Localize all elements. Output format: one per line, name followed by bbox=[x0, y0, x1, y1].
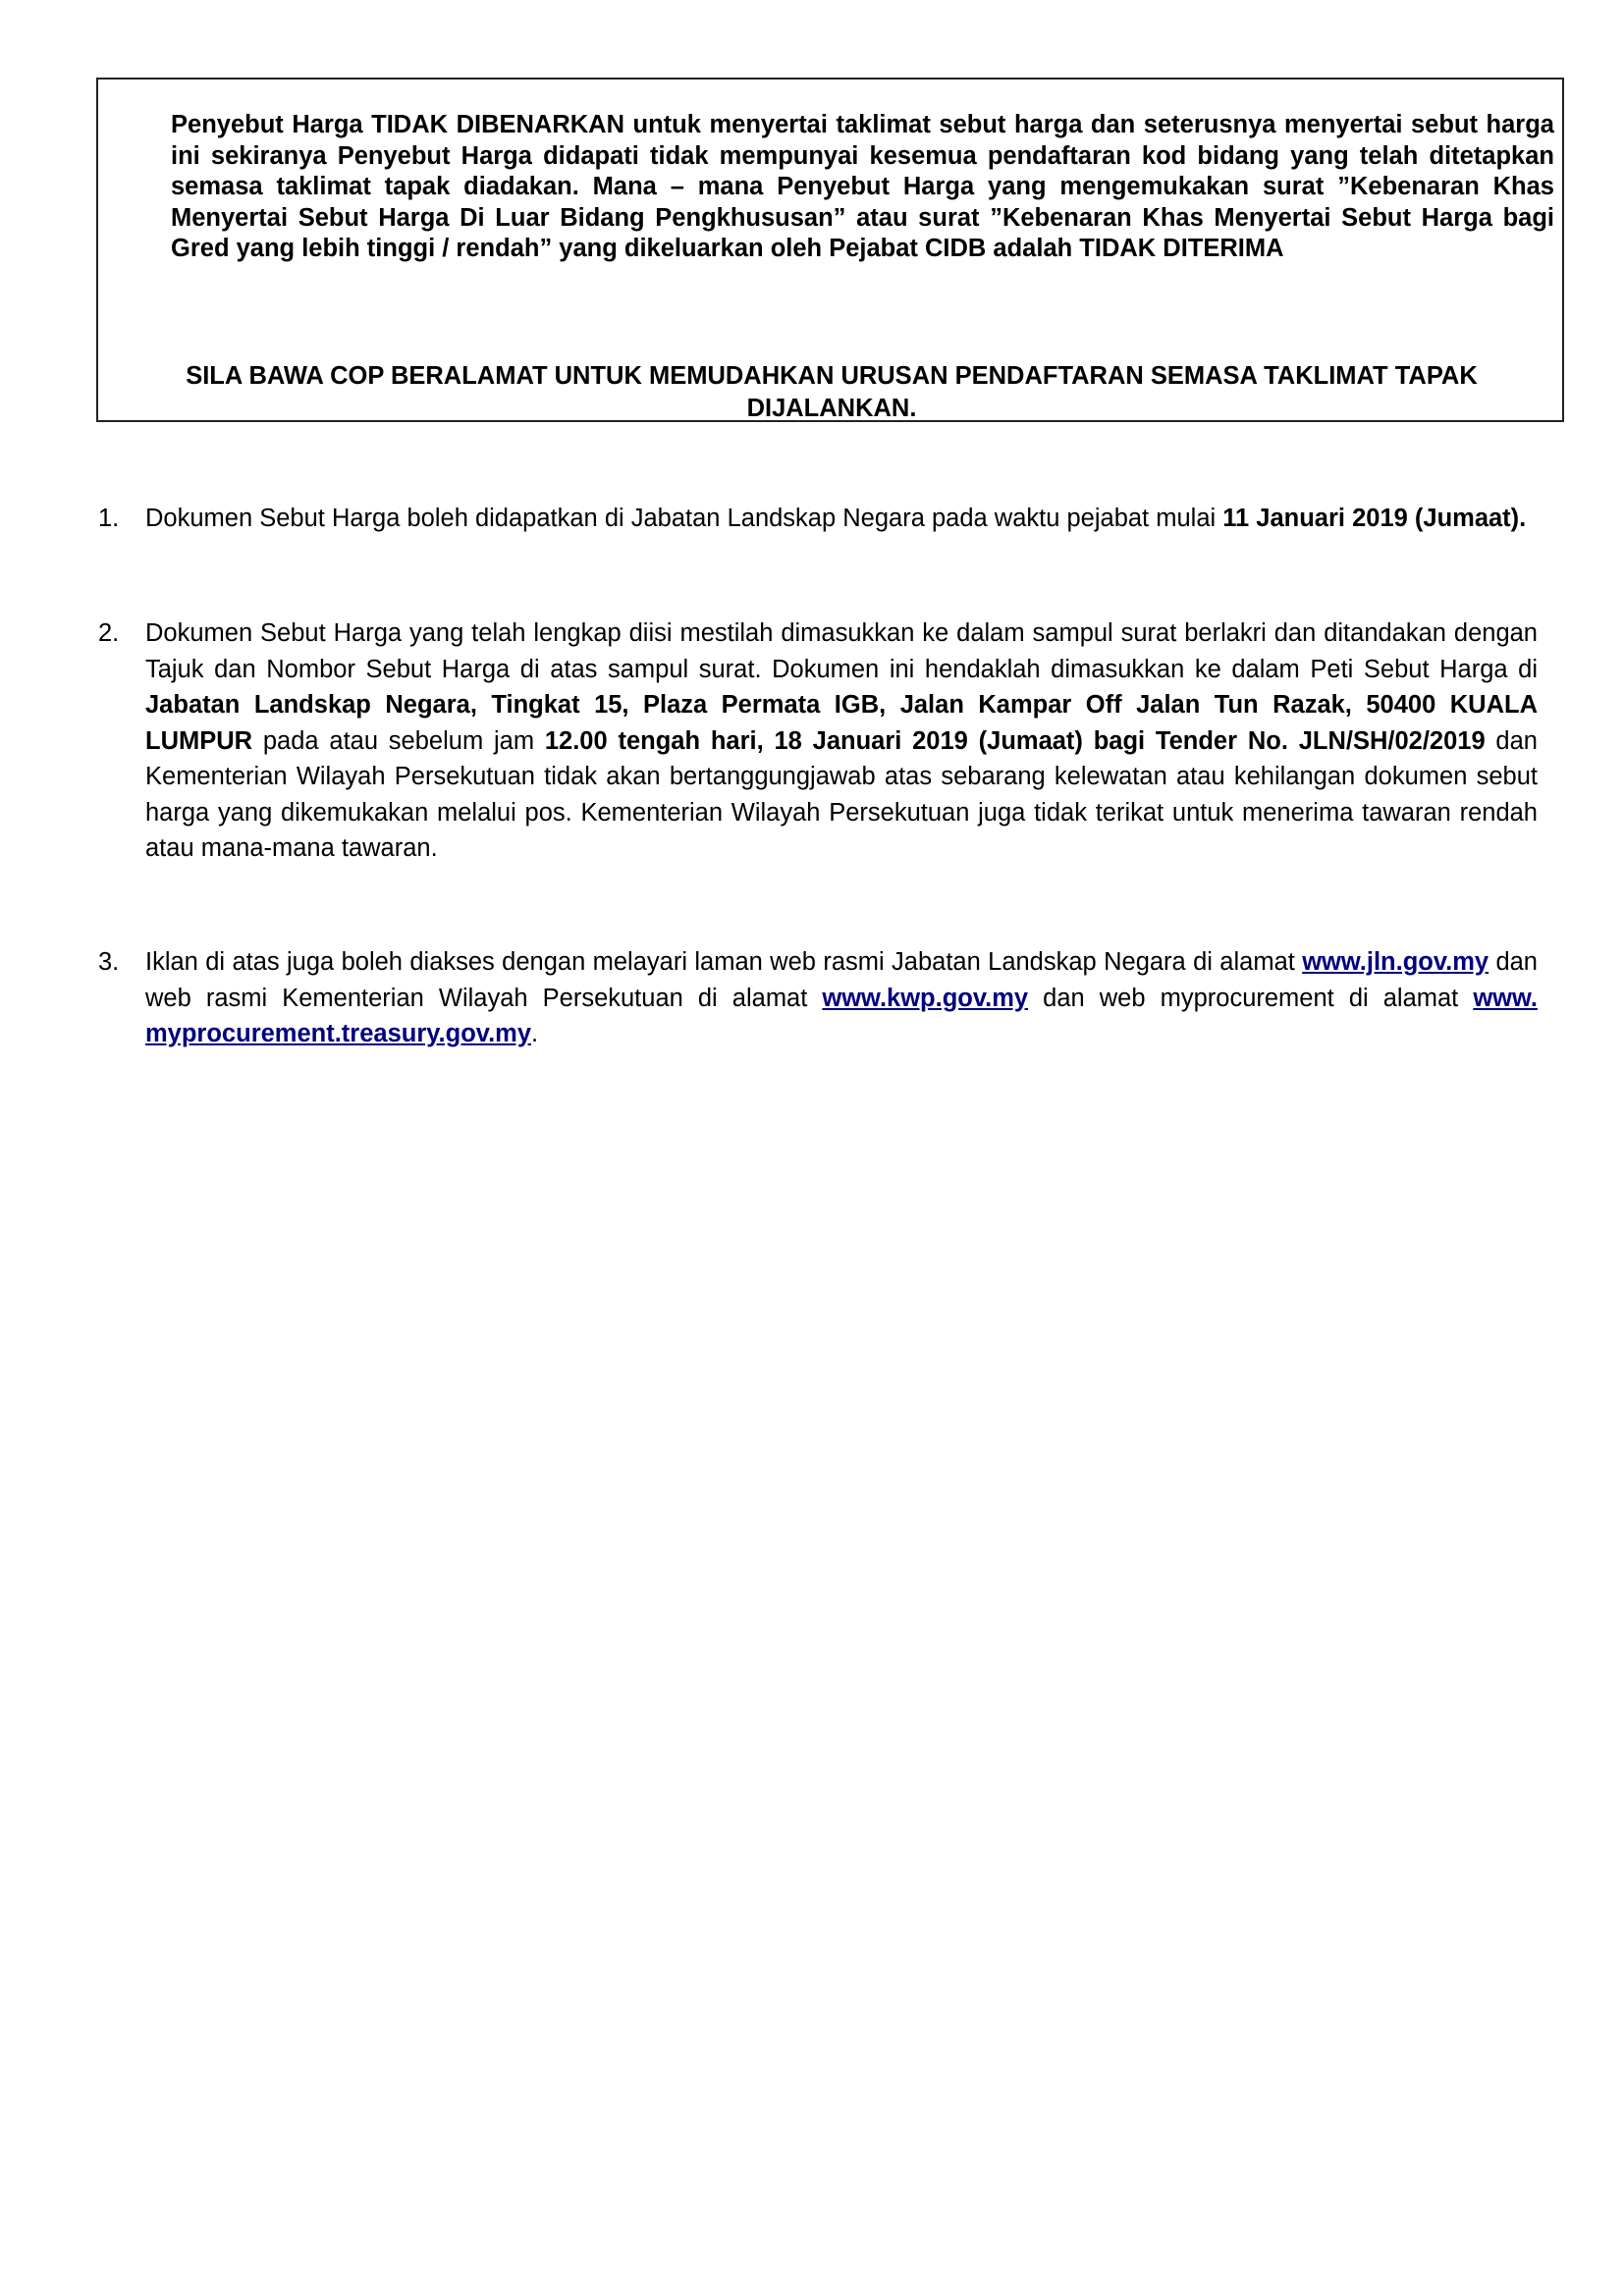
list-item-3 bbox=[98, 944, 1538, 1052]
list-number: 2. bbox=[98, 619, 120, 647]
website-info-text-3: dan web myprocurement di alamat bbox=[1028, 984, 1474, 1012]
company-stamp-notice bbox=[110, 360, 1553, 425]
submission-deadline: 12.00 tengah hari, 18 Januari 2019 (Jumaat) bagi Tender No. JLN/SH/02/2019 bbox=[544, 726, 1486, 755]
availability-date: 11 Januari 2019 (Jumaat). bbox=[1222, 505, 1527, 532]
list-item-2 bbox=[98, 615, 1538, 867]
liability-disclaimer: dan Kementerian Wilayah Persekutuan tidak akan bertanggungjawab atas sebarang kelewatan atau kehilangan dokumen sebut harga yang dikemukakan melalui pos. Kementerian Wilayah Persekutuan juga tidak terikat untuk menerima tawaran rendah atau mana-mana tawaran. bbox=[145, 726, 1538, 862]
eligibility-notice: Penyebut Harga TIDAK DIBENARKAN untuk menyertai taklimat sebut harga dan seterusnya menyertai sebut harga ini sekiranya Penyebut Harga didapati tidak mempunyai kesemua pendaftaran kod bidang yang telah ditetapkan semasa taklimat tapak diadakan. Mana – mana Penyebut Harga yang mengemukakan surat ”Kebenaran Khas Menyertai Sebut Harga Di Luar Bidang Pengkhususan” atau surat ”Kebenaran Khas Menyertai Sebut Harga bagi Gred yang lebih tinggi / rendah” yang dikeluarkan oleh Pejabat CIDB adalah TIDAK DITERIMA bbox=[171, 111, 1554, 262]
website-info-period: . bbox=[531, 1020, 539, 1047]
submission-instructions-text: Dokumen Sebut Harga yang telah lengkap diisi mestilah dimasukkan ke dalam sampul surat berlakri dan ditandakan dengan Tajuk dan Nombor Sebut Harga di atas sampul surat. Dokumen ini hendaklah dimasukkan ke dalam Peti Sebut Harga di bbox=[145, 619, 1538, 683]
myprocurement-website-link[interactable]: www. myprocurement.treasury.gov.my bbox=[145, 984, 1538, 1047]
list-item-1 bbox=[98, 501, 1538, 537]
list-number: 1. bbox=[98, 505, 120, 532]
list-item-body bbox=[145, 615, 1538, 867]
document-availability-text: Dokumen Sebut Harga boleh didapatkan di Jabatan Landskap Negara pada waktu pejabat mulai bbox=[145, 505, 1223, 532]
list-number: 3. bbox=[98, 948, 120, 976]
submission-address: Jabatan Landskap Negara, Tingkat 15, Plaza Permata IGB, Jalan Kampar Off Jalan Tun Razak, 50400 KUALA LUMPUR bbox=[145, 691, 1538, 755]
website-info-text-2: dan web rasmi Kementerian Wilayah Persekutuan di alamat bbox=[145, 948, 1538, 1012]
notice-box bbox=[96, 78, 1564, 422]
list-item-body bbox=[145, 944, 1538, 1052]
company-stamp-notice-text: SILA BAWA COP BERALAMAT UNTUK MEMUDAHKAN URUSAN PENDAFTARAN SEMASA TAKLIMAT TAPAK DIJALANKAN bbox=[186, 362, 1478, 422]
jln-website-link[interactable]: www.jln.gov.my bbox=[1302, 948, 1489, 976]
company-stamp-notice-period: . bbox=[909, 395, 917, 422]
kwp-website-link[interactable]: www.kwp.gov.my bbox=[822, 984, 1029, 1012]
website-info-text: Iklan di atas juga boleh diakses dengan melayari laman web rasmi Jabatan Landskap Negara di alamat bbox=[145, 948, 1303, 976]
submission-deadline-prefix: pada atau sebelum jam bbox=[252, 726, 545, 755]
list-item-body bbox=[145, 501, 1538, 537]
